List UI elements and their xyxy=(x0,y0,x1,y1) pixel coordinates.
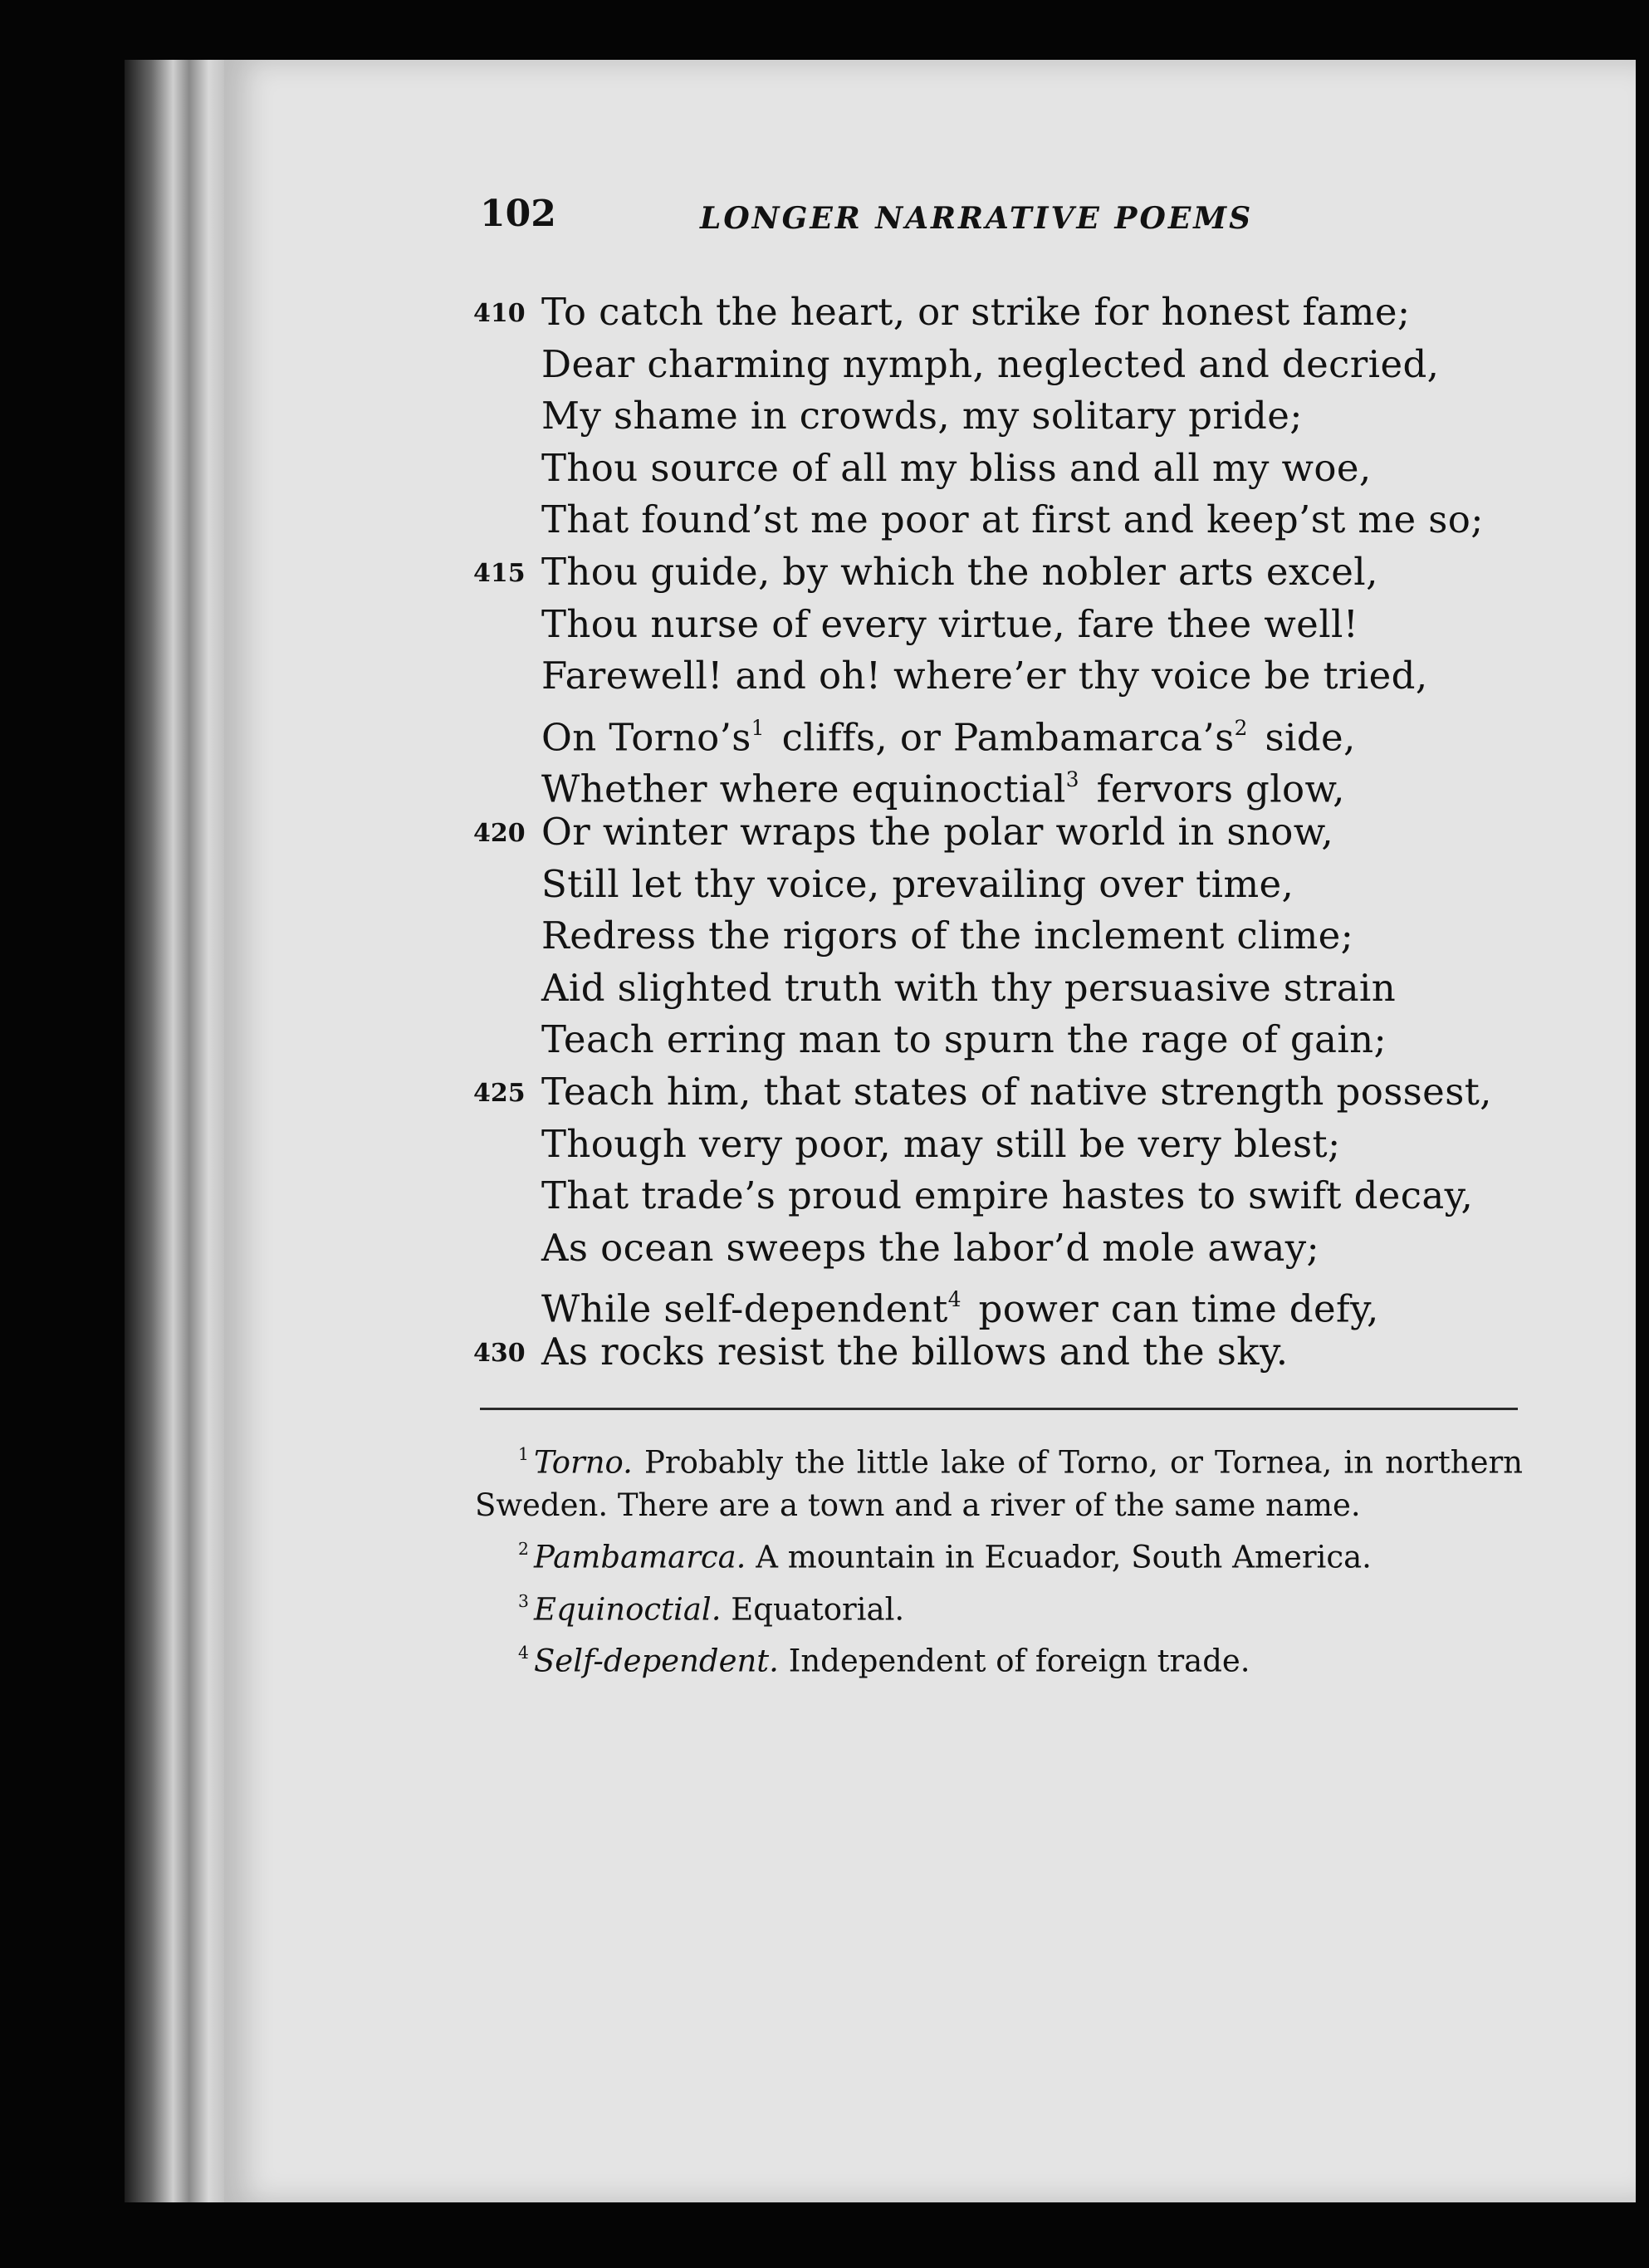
footnote-ref: 2 xyxy=(1234,715,1248,740)
line-number: 420 xyxy=(473,818,526,848)
poem-line xyxy=(473,1222,1578,1275)
footnote xyxy=(475,1433,1523,1527)
poem-line-text: Thou nurse of every virtue, fare thee well! xyxy=(541,601,1359,646)
line-text-part: power can time defy, xyxy=(966,1286,1379,1331)
footnote-mark: 3 xyxy=(518,1590,529,1611)
poem-line xyxy=(473,339,1578,391)
poem-line xyxy=(473,494,1578,546)
line-text-part: Whether where equinoctial xyxy=(541,767,1066,811)
poem-line-text: As rocks resist the billows and the sky. xyxy=(541,1329,1289,1374)
poem-line xyxy=(473,703,1578,760)
poem-line-text: As ocean sweeps the labor’d mole away; xyxy=(541,1225,1320,1270)
footnote-term: Equinoctial. xyxy=(533,1590,722,1627)
poem-line-text: My shame in crowds, my solitary pride; xyxy=(541,394,1303,438)
footnote xyxy=(475,1580,1523,1631)
poem-line xyxy=(473,599,1578,651)
book-binding-edge xyxy=(125,60,232,2202)
footnote-term: Self-dependent. xyxy=(533,1643,779,1678)
footnote-text: A mountain in Ecuador, South America. xyxy=(756,1539,1372,1575)
poem-line-text: Still let thy voice, prevailing over time, xyxy=(541,861,1294,906)
poem-line xyxy=(473,859,1578,911)
page-number: 102 xyxy=(480,193,556,235)
line-text-part: While self-dependent xyxy=(541,1286,948,1331)
poem-line-text: Or winter wraps the polar world in snow, xyxy=(541,809,1334,854)
poem-body xyxy=(473,287,1578,1378)
footnote-rule xyxy=(480,1408,1518,1410)
poem-line xyxy=(473,650,1578,703)
line-text-part: side, xyxy=(1252,715,1356,760)
poem-line-text: Farewell! and oh! where’er thy voice be tried, xyxy=(541,654,1428,698)
poem-line-text: Though very poor, may still be very blest; xyxy=(541,1121,1341,1166)
line-text-part: fervors glow, xyxy=(1084,767,1345,811)
poem-line xyxy=(473,1274,1578,1331)
poem-line xyxy=(473,806,1578,859)
poem-line-text: Aid slighted truth with thy persuasive strain xyxy=(541,965,1397,1010)
footnote-text: Probably the little lake of Torno, or Tornea, in northern Sweden. There are a town and a river of the same name. xyxy=(475,1444,1524,1524)
line-text-part: On Torno’s xyxy=(541,715,751,760)
poem-line-text: Redress the rigors of the inclement clime; xyxy=(541,914,1354,958)
footnote-ref: 3 xyxy=(1065,767,1079,792)
line-number: 415 xyxy=(473,558,526,588)
footnotes xyxy=(475,1433,1523,1683)
poem-line-text: Teach erring man to spurn the rage of gain; xyxy=(541,1017,1387,1062)
line-number: 430 xyxy=(473,1338,526,1368)
poem-line xyxy=(473,1326,1578,1379)
page-header xyxy=(480,193,1327,251)
poem-line-text: That trade’s proud empire hastes to swift decay, xyxy=(541,1173,1474,1218)
poem-line-text: To catch the heart, or strike for honest fame; xyxy=(541,290,1411,334)
footnote xyxy=(475,1631,1523,1683)
poem-line-text: Thou guide, by which the nobler arts excel, xyxy=(541,549,1378,594)
poem-line xyxy=(473,963,1578,1015)
footnote-term: Pambamarca. xyxy=(533,1539,746,1575)
poem-line xyxy=(473,754,1578,811)
poem-line xyxy=(473,1066,1578,1119)
footnote-text: Independent of foreign trade. xyxy=(788,1643,1250,1678)
poem-line xyxy=(473,1014,1578,1066)
footnote-mark: 1 xyxy=(518,1444,529,1464)
poem-line xyxy=(473,546,1578,599)
poem-line-text: Thou source of all my bliss and all my woe, xyxy=(541,445,1372,490)
footnote-mark: 4 xyxy=(518,1642,529,1663)
footnote-ref: 4 xyxy=(947,1287,962,1312)
poem-line xyxy=(473,1170,1578,1222)
poem-line-text: Teach him, that states of native strength possest, xyxy=(541,1069,1492,1114)
line-number: 410 xyxy=(473,299,526,328)
poem-line-text: Dear charming nymph, neglected and decried, xyxy=(541,341,1440,386)
running-head: LONGER NARRATIVE POEMS xyxy=(700,201,1254,236)
footnote xyxy=(475,1527,1523,1579)
line-number: 425 xyxy=(473,1078,526,1108)
poem-line xyxy=(473,910,1578,963)
footnote-ref: 1 xyxy=(751,715,765,740)
poem-line xyxy=(473,287,1578,339)
poem-line xyxy=(473,1119,1578,1171)
line-text-part: cliffs, or Pambamarca’s xyxy=(769,715,1235,760)
footnote-term: Torno. xyxy=(533,1444,633,1481)
poem-line xyxy=(473,443,1578,495)
poem-line xyxy=(473,390,1578,443)
poem-line-text: That found’st me poor at first and keep’st me so; xyxy=(541,497,1484,542)
footnote-text: Equatorial. xyxy=(731,1590,905,1627)
footnote-mark: 2 xyxy=(518,1539,529,1560)
